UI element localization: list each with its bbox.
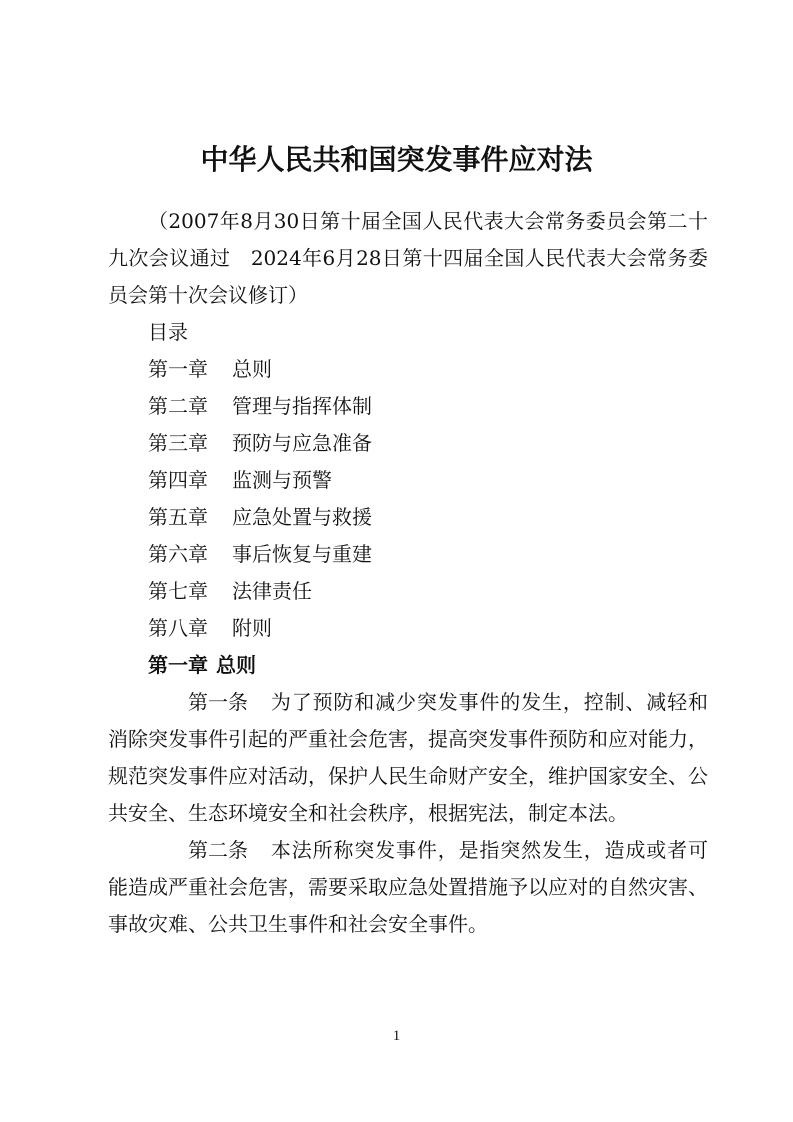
toc-chapter-title: 管理与指挥体制 (232, 394, 372, 418)
toc-chapter-title: 应急处置与救援 (232, 505, 372, 529)
article-text: 本法所称突发事件，是指突然发生，造成或者可能造成严重社会危害，需要采取应急处置措施予以应对的自然灾害、事故灾难、公共卫生事件和社会安全事件。 (108, 838, 708, 936)
table-of-contents (108, 351, 708, 647)
toc-chapter-title: 预防与应急准备 (232, 431, 372, 455)
toc-item (108, 610, 708, 647)
toc-chapter-number: 第八章 (148, 616, 208, 640)
toc-item (108, 351, 708, 388)
chapter-title: 总则 (216, 653, 256, 677)
toc-chapter-number: 第六章 (148, 542, 208, 566)
toc-chapter-number: 第四章 (148, 468, 208, 492)
toc-chapter-number: 第一章 (148, 357, 208, 381)
document-title: 中华人民共和国突发事件应对法 (200, 143, 593, 176)
toc-chapter-number: 第五章 (148, 505, 208, 529)
preamble: （2007年8月30日第十届全国人民代表大会常务委员会第二十九次会议通过 2024年6月28日第十四届全国人民代表大会常务委员会第十次会议修订） (108, 209, 708, 307)
toc-chapter-title: 法律责任 (232, 579, 312, 603)
document-body (108, 203, 708, 943)
article-number: 第一条 (188, 690, 248, 714)
toc-item (108, 462, 708, 499)
toc-chapter-title: 附则 (232, 616, 272, 640)
toc-chapter-number: 第七章 (148, 579, 208, 603)
toc-chapter-title: 监测与预警 (232, 468, 332, 492)
toc-item (108, 425, 708, 462)
article-number: 第二条 (188, 838, 248, 862)
toc-chapter-title: 总则 (232, 357, 272, 381)
article-text: 为了预防和减少突发事件的发生，控制、减轻和消除突发事件引起的严重社会危害，提高突发事件预防和应对能力，规范突发事件应对活动，保护人民生命财产安全，维护国家安全、公共安全、生态环境安全和社会秩序，根据宪法，制定本法。 (108, 690, 708, 825)
toc-heading: 目录 (148, 320, 188, 344)
toc-item (108, 388, 708, 425)
toc-chapter-number: 第三章 (148, 431, 208, 455)
toc-chapter-title: 事后恢复与重建 (232, 542, 372, 566)
toc-item (108, 573, 708, 610)
chapter-number: 第一章 (148, 653, 208, 677)
toc-chapter-number: 第二章 (148, 394, 208, 418)
chapter-heading (108, 647, 708, 684)
toc-item (108, 536, 708, 573)
toc-item (108, 499, 708, 536)
article (108, 832, 708, 943)
page-number: 1 (392, 1028, 401, 1044)
article (108, 684, 708, 832)
